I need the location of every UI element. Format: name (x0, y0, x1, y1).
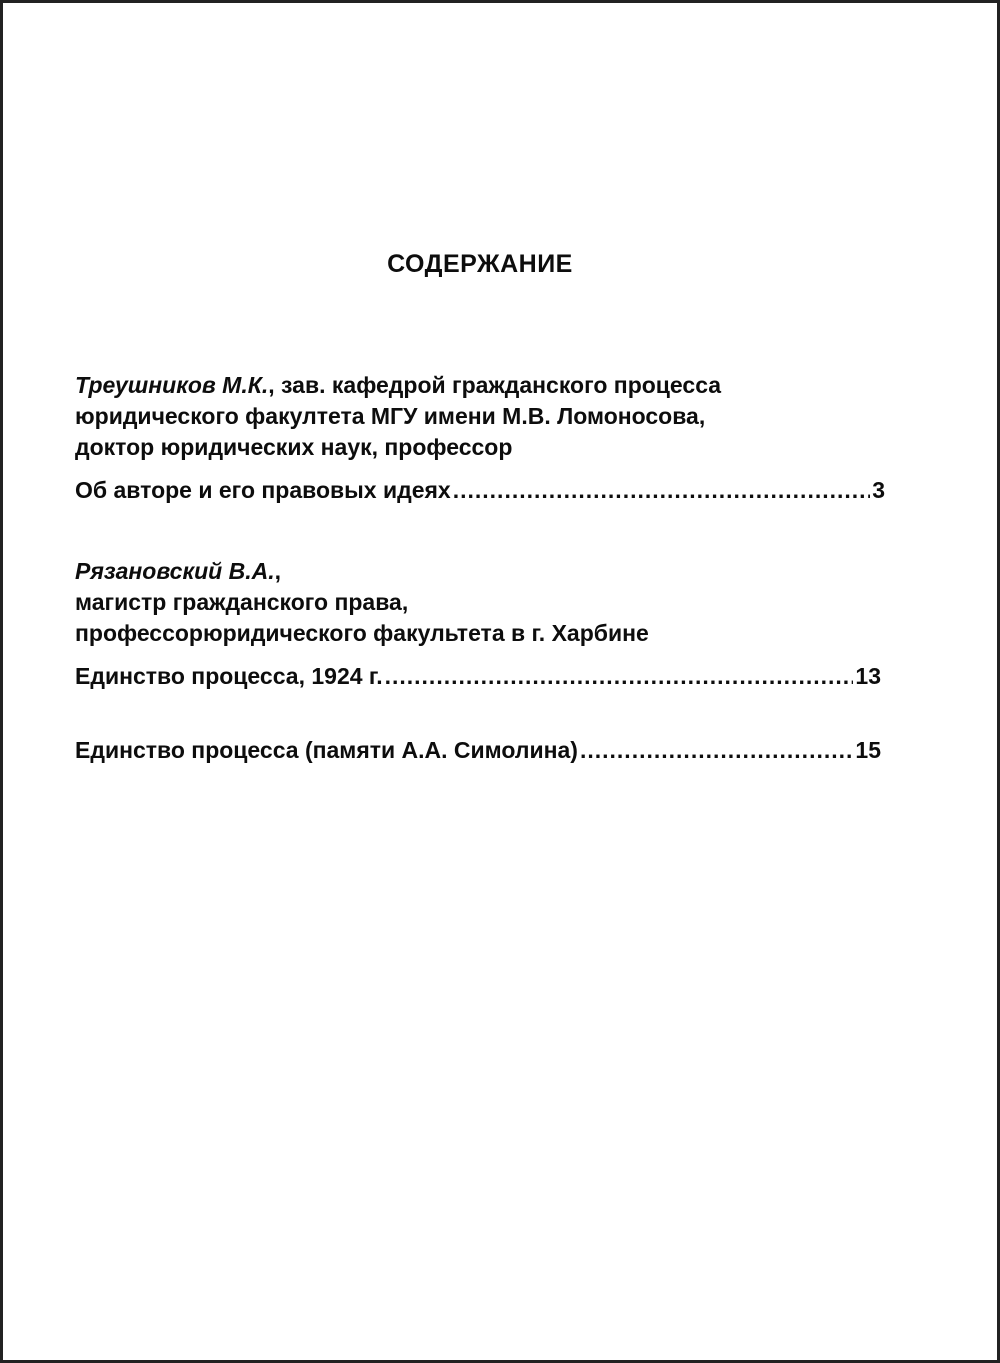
entry-author-line (75, 370, 885, 401)
page-number: 3 (872, 477, 885, 503)
author-name: Треушников М.К. (75, 372, 269, 398)
toc-entry-2 (75, 556, 881, 692)
author-affiliation: юридического факултета МГУ имени М.В. Ломоносова, (75, 403, 706, 429)
author-affiliation: профессорюридического факультета в г. Харбине (75, 620, 649, 646)
leader-dots (385, 661, 854, 692)
author-suffix: , зав. кафедрой гражданского процесса (268, 372, 722, 398)
author-name: Рязановский В.А. (75, 558, 275, 584)
toc-title: Единство процесса (памяти А.А. Симолина) (75, 737, 578, 763)
author-suffix: , (274, 558, 282, 584)
leader-dots (580, 735, 853, 766)
author-degree: магистр гражданского права, (75, 589, 409, 615)
author-degree: доктор юридических наук, профессор (75, 434, 513, 460)
page-number: 15 (855, 737, 881, 763)
toc-title: Единство процесса, 1924 г. (75, 663, 383, 689)
leader-dots (453, 475, 870, 506)
toc-entry-1 (75, 370, 885, 506)
page-number: 13 (855, 663, 881, 689)
toc-link[interactable] (75, 661, 881, 692)
page-title: СОДЕРЖАНИЕ (387, 250, 573, 278)
toc-title: Об авторе и его правовых идеях (75, 477, 451, 503)
toc-entry-3 (75, 735, 881, 766)
toc-link[interactable] (75, 475, 885, 506)
toc-link[interactable] (75, 735, 881, 766)
entry-author-line (75, 556, 881, 587)
